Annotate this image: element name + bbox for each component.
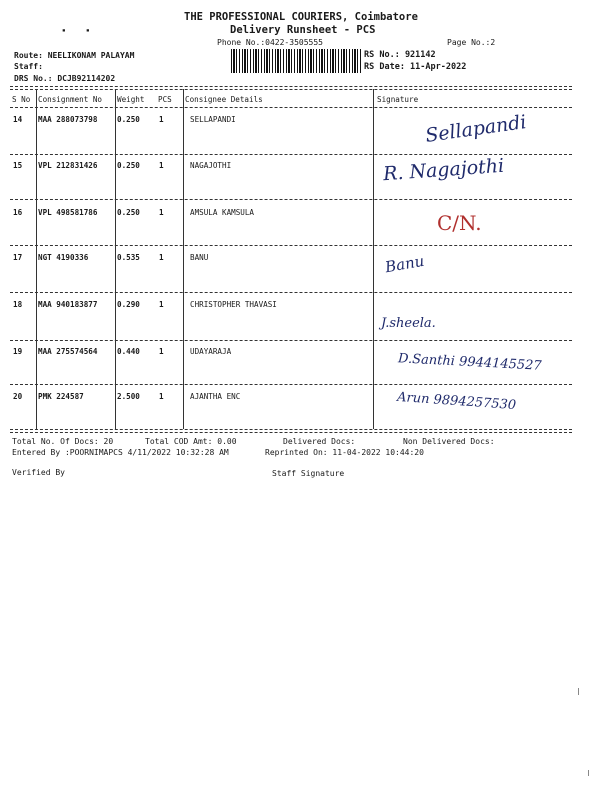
- row-divider: [10, 340, 572, 341]
- staff-label: Staff:: [14, 62, 43, 71]
- company-name: THE PROFESSIONAL COURIERS, Coimbatore: [184, 11, 418, 23]
- row-divider: [10, 245, 572, 246]
- row-divider: [10, 199, 572, 200]
- scan-mark: [578, 688, 579, 695]
- row-consignee: SELLAPANDI: [190, 115, 236, 124]
- table-bottom-divider: [10, 432, 572, 433]
- row-sno: 18: [13, 300, 23, 309]
- handwritten-signature: C/N.: [437, 211, 482, 235]
- print-mark: ▪: [62, 27, 66, 34]
- phone-number: Phone No.:0422-3505555: [217, 38, 323, 47]
- row-consignment: MAA 275574564: [38, 347, 98, 356]
- rs-number: RS No.: 921142: [364, 50, 436, 60]
- table-row: [0, 112, 600, 156]
- row-consignment: PMK 224587: [38, 392, 84, 401]
- drs-number: DRS No.: DCJB92114202: [14, 74, 116, 83]
- route-label: Route: NEELIKONAM PALAYAM: [14, 51, 135, 60]
- row-weight: 0.250: [117, 208, 140, 217]
- row-pcs: 1: [159, 115, 164, 124]
- divider: [10, 107, 572, 108]
- column-header-consignee: Consignee Details: [185, 95, 263, 104]
- barcode: [231, 49, 361, 73]
- row-consignment: MAA 940183877: [38, 300, 98, 309]
- row-sno: 19: [13, 347, 23, 356]
- total-cod-amount: Total COD Amt: 0.00: [145, 437, 237, 446]
- row-pcs: 1: [159, 300, 164, 309]
- row-sno: 14: [13, 115, 23, 124]
- row-pcs: 1: [159, 347, 164, 356]
- row-consignee: CHRISTOPHER THAVASI: [190, 300, 277, 309]
- rs-date: RS Date: 11-Apr-2022: [364, 62, 467, 72]
- total-docs: Total No. Of Docs: 20: [12, 437, 114, 446]
- row-weight: 0.250: [117, 161, 140, 170]
- column-header-pcs: PCS: [158, 95, 172, 104]
- row-sno: 16: [13, 208, 23, 217]
- row-consignee: AJANTHA ENC: [190, 392, 241, 401]
- row-consignment: VPL 498581786: [38, 208, 98, 217]
- reprinted-on: Reprinted On: 11-04-2022 10:44:20: [265, 448, 424, 457]
- row-weight: 0.250: [117, 115, 140, 124]
- row-consignee: NAGAJOTHI: [190, 161, 232, 170]
- table-row: [0, 203, 600, 245]
- row-consignment: NGT 4190336: [38, 253, 89, 262]
- row-weight: 2.500: [117, 392, 140, 401]
- row-pcs: 1: [159, 161, 164, 170]
- row-sno: 20: [13, 392, 23, 401]
- column-header-consignment: Consignment No: [38, 95, 103, 104]
- row-sno: 17: [13, 253, 23, 262]
- row-divider: [10, 292, 572, 293]
- row-weight: 0.535: [117, 253, 140, 262]
- row-weight: 0.290: [117, 300, 140, 309]
- row-weight: 0.440: [117, 347, 140, 356]
- row-consignment: MAA 288073798: [38, 115, 98, 124]
- row-consignee: AMSULA KAMSULA: [190, 208, 255, 217]
- document-title: Delivery Runsheet - PCS: [230, 24, 376, 36]
- row-pcs: 1: [159, 253, 164, 262]
- handwritten-signature: Arun 9894257530: [396, 389, 517, 414]
- handwritten-signature: D.Santhi 9944145527: [397, 351, 543, 374]
- row-consignee: UDAYARAJA: [190, 347, 232, 356]
- handwritten-signature: J.sheela.: [381, 316, 436, 331]
- column-header-sno: S No: [12, 95, 31, 104]
- table-row: [0, 249, 600, 293]
- table-row: [0, 296, 600, 340]
- print-mark: ▪: [86, 27, 90, 34]
- column-header-signature: Signature: [377, 95, 419, 104]
- verified-by: Verified By: [12, 468, 65, 477]
- column-header-weight: Weight: [117, 95, 145, 104]
- page-number: Page No.:2: [447, 38, 496, 47]
- divider: [10, 89, 572, 90]
- scan-mark: [588, 770, 589, 776]
- non-delivered-docs: Non Delivered Docs:: [403, 437, 495, 446]
- table-row: [0, 343, 600, 387]
- staff-signature-label: Staff Signature: [272, 469, 345, 478]
- row-divider: [10, 384, 572, 385]
- divider: [10, 86, 572, 87]
- row-sno: 15: [13, 161, 23, 170]
- delivered-docs: Delivered Docs:: [283, 437, 356, 446]
- entered-by: Entered By :POORNIMAPCS 4/11/2022 10:32:28 AM: [12, 448, 229, 457]
- handwritten-signature: Banu: [383, 251, 426, 277]
- table-row: [0, 154, 600, 201]
- table-row: [0, 388, 600, 428]
- row-consignment: VPL 212831426: [38, 161, 98, 170]
- row-pcs: 1: [159, 392, 164, 401]
- table-bottom-divider: [10, 429, 572, 430]
- row-pcs: 1: [159, 208, 164, 217]
- handwritten-signature: R. Nagajothi: [382, 154, 505, 186]
- handwritten-signature: Sellapandi: [423, 111, 528, 147]
- row-consignee: BANU: [190, 253, 209, 262]
